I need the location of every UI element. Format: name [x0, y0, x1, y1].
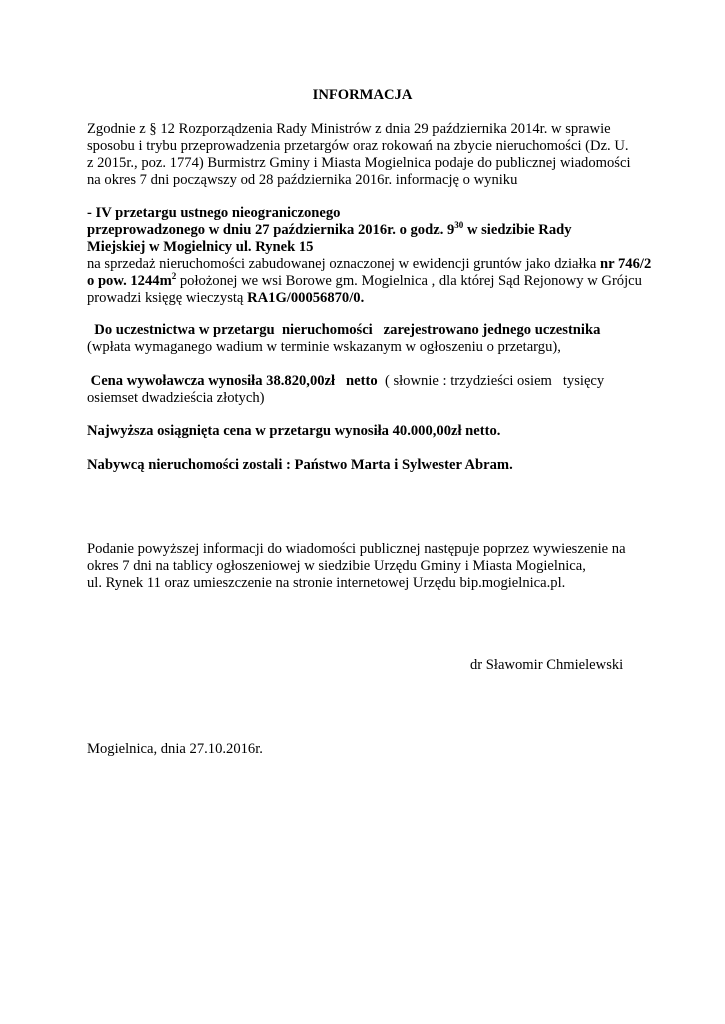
price-line-2: osiemset dwadzieścia złotych): [87, 390, 265, 406]
intro-paragraph: [87, 121, 667, 189]
notice-line-3: ul. Rynek 11 oraz umieszczenie na stronie internetowej Urzędu bip.mogielnica.pl.: [87, 575, 566, 591]
parcel-area: o pow. 1244m: [87, 273, 172, 289]
parcel-number: nr 746/2: [600, 256, 652, 272]
tender-line-5: [87, 273, 667, 290]
tender-time-minutes: 30: [454, 220, 464, 231]
price-line-1: [87, 373, 667, 390]
tender-line-6: [87, 290, 667, 307]
document-title: INFORMACJA: [312, 87, 413, 103]
price-paragraph: [87, 373, 667, 407]
tender-paragraph: [87, 205, 667, 307]
signature: dr Sławomir Chmielewski: [470, 657, 624, 673]
tender-date-text: przeprowadzonego w dniu 27 października 2016r. o godz. 9: [87, 222, 455, 238]
intro-line-2: sposobu i trybu przeprowadzenia przetargów oraz rokowań na zbycie nieruchomości (Dz. U.: [87, 138, 629, 154]
tender-location-text: w siedzibie Rady: [463, 222, 572, 238]
highest-price: Najwyższa osiągnięta cena w przetargu wynosiła 40.000,00zł netto.: [87, 423, 501, 439]
participants-line-2: (wpłata wymaganego wadium w terminie wskazanym w ogłoszeniu o przetargu),: [87, 339, 561, 355]
notice-line-2: okres 7 dni na tablicy ogłoszeniowej w siedzibie Urzędu Gminy i Miasta Mogielnica,: [87, 558, 586, 574]
participants-paragraph: [87, 322, 667, 356]
place-and-date: Mogielnica, dnia 27.10.2016r.: [87, 741, 263, 757]
land-register-label: prowadzi księgę wieczystą: [87, 290, 248, 306]
tender-line-2: [87, 222, 667, 239]
intro-line-1: Zgodnie z § 12 Rozporządzenia Rady Ministrów z dnia 29 października 2014r. w sprawie: [87, 121, 611, 137]
tender-line-1: - IV przetargu ustnego nieograniczonego: [87, 205, 341, 221]
tender-line-3: Miejskiej w Mogielnicy ul. Rynek 15: [87, 239, 314, 255]
intro-line-3: z 2015r., poz. 1774) Burmistrz Gminy i Miasta Mogielnica podaje do publicznej wiadomości: [87, 155, 631, 171]
land-register-number: RA1G/00056870/0.: [247, 290, 365, 306]
intro-line-4: na okres 7 dni począwszy od 28 października 2016r. informację o wyniku: [87, 172, 518, 188]
starting-price: Cena wywoławcza wynosiła 38.820,00zł netto: [87, 373, 378, 389]
buyer-info: Nabywcą nieruchomości zostali : Państwo Marta i Sylwester Abram.: [87, 457, 513, 473]
sale-description: na sprzedaż nieruchomości zabudowanej oznaczonej w ewidencji gruntów jako działka: [87, 256, 601, 272]
notice-paragraph: [87, 541, 667, 592]
parcel-location: położonej we wsi Borowe gm. Mogielnica , dla której Sąd Rejonowy w Grójcu: [176, 273, 642, 289]
participants-line-1: Do uczestnictwa w przetargu nieruchomości zarejestrowano jednego uczestnika: [87, 322, 601, 338]
notice-line-1: Podanie powyższej informacji do wiadomości publicznej następuje poprzez wywieszenie na: [87, 541, 626, 557]
area-unit-exponent: 2: [171, 271, 177, 282]
price-in-words: ( słownie : trzydzieści osiem tysięcy: [377, 373, 605, 389]
